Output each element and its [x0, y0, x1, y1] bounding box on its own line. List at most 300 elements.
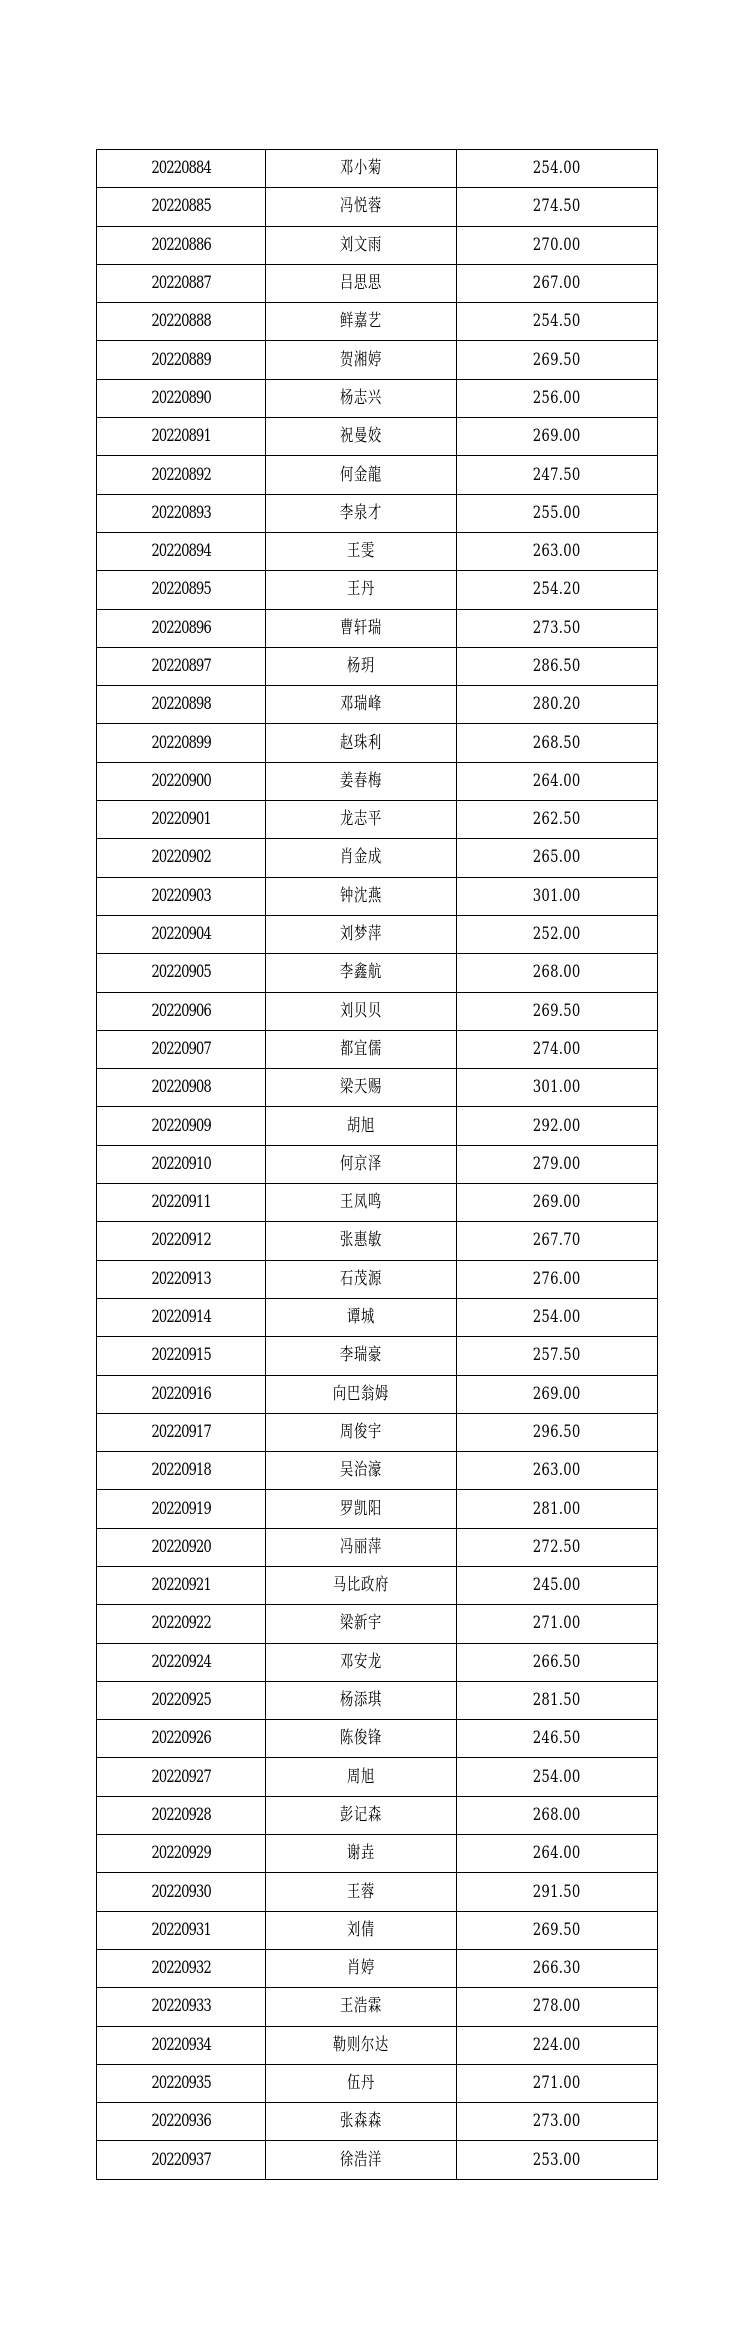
- student-id-cell: [97, 1375, 266, 1413]
- table-row: [97, 1835, 658, 1873]
- score-cell: [457, 1107, 658, 1145]
- score-cell-text: 254.00: [533, 1307, 581, 1328]
- name-cell-text: 张森森: [339, 2111, 383, 2132]
- score-cell-text: 273.00: [533, 2111, 581, 2132]
- student-id-cell-text: 20220936: [151, 2111, 211, 2132]
- student-id-cell: [97, 1528, 266, 1566]
- name-cell: [266, 532, 457, 570]
- score-cell: [457, 1566, 658, 1604]
- score-cell: [457, 1720, 658, 1758]
- score-cell: [457, 762, 658, 800]
- name-cell-text: 彭记森: [339, 1804, 383, 1825]
- student-id-cell-text: 20220903: [151, 885, 211, 906]
- name-cell-text: 都宜儒: [339, 1038, 383, 1059]
- table-row: [97, 341, 658, 379]
- student-id-cell-text: 20220886: [151, 234, 211, 255]
- name-cell: [266, 686, 457, 724]
- student-id-cell: [97, 609, 266, 647]
- name-cell-text: 罗凯阳: [339, 1498, 383, 1519]
- name-cell: [266, 724, 457, 762]
- score-cell: [457, 303, 658, 341]
- name-cell: [266, 954, 457, 992]
- name-cell-text: 谭城: [346, 1307, 376, 1328]
- score-cell-text: 279.00: [533, 1153, 581, 1174]
- score-cell: [457, 1413, 658, 1451]
- name-cell: [266, 1490, 457, 1528]
- student-id-cell-text: 20220928: [151, 1804, 211, 1825]
- student-id-cell: [97, 532, 266, 570]
- score-cell: [457, 2026, 658, 2064]
- score-cell-text: 266.30: [533, 1958, 581, 1979]
- name-cell-text: 李鑫航: [339, 962, 383, 983]
- name-cell: [266, 609, 457, 647]
- score-cell-text: 270.00: [533, 234, 581, 255]
- student-id-cell-text: 20220909: [151, 1115, 211, 1136]
- student-id-cell-text: 20220885: [151, 196, 211, 217]
- score-cell: [457, 494, 658, 532]
- student-id-cell-text: 20220890: [151, 387, 211, 408]
- name-cell-text: 吕思思: [339, 273, 383, 294]
- name-cell-text: 刘倩: [346, 1919, 376, 1940]
- name-cell: [266, 1337, 457, 1375]
- table-row: [97, 1873, 658, 1911]
- name-cell-text: 杨志兴: [339, 387, 383, 408]
- table-row: [97, 264, 658, 302]
- score-cell-text: 254.00: [533, 158, 581, 179]
- score-cell-text: 274.50: [533, 196, 581, 217]
- student-id-cell: [97, 1107, 266, 1145]
- score-cell: [457, 226, 658, 264]
- name-cell: [266, 1184, 457, 1222]
- score-cell-text: 273.50: [533, 617, 581, 638]
- name-cell-text: 王雯: [346, 541, 376, 562]
- student-id-cell-text: 20220933: [151, 1996, 211, 2017]
- name-cell: [266, 647, 457, 685]
- name-cell: [266, 992, 457, 1030]
- student-id-cell-text: 20220915: [151, 1345, 211, 1366]
- score-cell: [457, 954, 658, 992]
- table-row: [97, 992, 658, 1030]
- student-id-cell-text: 20220930: [151, 1881, 211, 1902]
- student-id-cell: [97, 2026, 266, 2064]
- student-id-cell: [97, 1337, 266, 1375]
- student-id-cell: [97, 686, 266, 724]
- name-cell-text: 梁天赐: [339, 1077, 383, 1098]
- student-id-cell-text: 20220902: [151, 847, 211, 868]
- score-cell: [457, 1145, 658, 1183]
- score-cell: [457, 609, 658, 647]
- name-cell-text: 王凤鸣: [339, 1192, 383, 1213]
- score-cell: [457, 915, 658, 953]
- name-cell-text: 谢垚: [346, 1843, 376, 1864]
- score-cell: [457, 1337, 658, 1375]
- table-row: [97, 1337, 658, 1375]
- table-row: [97, 188, 658, 226]
- student-id-cell-text: 20220920: [151, 1536, 211, 1557]
- table-row: [97, 762, 658, 800]
- student-id-cell: [97, 1298, 266, 1336]
- table-row: [97, 1949, 658, 1987]
- score-table: [96, 149, 658, 2180]
- score-cell-text: 267.70: [533, 1230, 581, 1251]
- student-id-cell-text: 20220893: [151, 502, 211, 523]
- table-row: [97, 1452, 658, 1490]
- score-cell-text: 267.00: [533, 273, 581, 294]
- student-id-cell: [97, 2064, 266, 2102]
- score-cell: [457, 1069, 658, 1107]
- student-id-cell: [97, 1413, 266, 1451]
- student-id-cell-text: 20220889: [151, 349, 211, 370]
- score-cell: [457, 341, 658, 379]
- name-cell: [266, 1452, 457, 1490]
- name-cell: [266, 1758, 457, 1796]
- student-id-cell-text: 20220932: [151, 1958, 211, 1979]
- student-id-cell: [97, 1069, 266, 1107]
- name-cell-text: 鲜嘉艺: [339, 311, 383, 332]
- score-cell-text: 280.20: [533, 694, 581, 715]
- table-row: [97, 839, 658, 877]
- table-row: [97, 724, 658, 762]
- student-id-cell: [97, 724, 266, 762]
- student-id-cell-text: 20220917: [151, 1421, 211, 1442]
- name-cell-text: 李瑞豪: [339, 1345, 383, 1366]
- student-id-cell-text: 20220905: [151, 962, 211, 983]
- name-cell-text: 徐浩洋: [339, 2149, 383, 2170]
- score-cell-text: 264.00: [533, 770, 581, 791]
- student-id-cell-text: 20220927: [151, 1766, 211, 1787]
- name-cell-text: 肖婷: [346, 1958, 376, 1979]
- score-cell-text: 286.50: [533, 656, 581, 676]
- name-cell: [266, 1030, 457, 1068]
- student-id-cell: [97, 379, 266, 417]
- score-cell: [457, 188, 658, 226]
- name-cell: [266, 877, 457, 915]
- name-cell: [266, 762, 457, 800]
- score-cell: [457, 1873, 658, 1911]
- name-cell: [266, 150, 457, 188]
- student-id-cell: [97, 188, 266, 226]
- student-id-cell: [97, 1988, 266, 2026]
- student-id-cell: [97, 1605, 266, 1643]
- name-cell-text: 邓小菊: [339, 158, 383, 179]
- score-cell: [457, 456, 658, 494]
- score-cell-text: 245.00: [533, 1575, 581, 1596]
- score-cell-text: 263.00: [533, 1460, 581, 1481]
- score-cell: [457, 1030, 658, 1068]
- name-cell: [266, 2141, 457, 2179]
- name-cell-text: 刘梦萍: [339, 924, 383, 945]
- name-cell: [266, 1528, 457, 1566]
- score-cell-text: 224.00: [533, 2034, 581, 2055]
- score-cell-text: 257.50: [533, 1345, 581, 1366]
- score-cell: [457, 839, 658, 877]
- score-cell-text: 301.00: [533, 885, 581, 906]
- name-cell: [266, 1413, 457, 1451]
- score-cell-text: 268.00: [533, 1804, 581, 1825]
- student-id-cell: [97, 1566, 266, 1604]
- score-cell-text: 254.50: [533, 311, 581, 332]
- name-cell: [266, 839, 457, 877]
- table-row: [97, 1490, 658, 1528]
- table-row: [97, 1988, 658, 2026]
- student-id-cell: [97, 1835, 266, 1873]
- score-cell-text: 246.50: [533, 1728, 581, 1749]
- table-row: [97, 1911, 658, 1949]
- student-id-cell: [97, 1796, 266, 1834]
- student-id-cell-text: 20220899: [151, 732, 211, 753]
- student-id-cell-text: 20220895: [151, 579, 211, 600]
- student-id-cell: [97, 226, 266, 264]
- student-id-cell-text: 20220922: [151, 1613, 211, 1634]
- student-id-cell: [97, 1681, 266, 1719]
- score-cell-text: 269.00: [533, 1192, 581, 1213]
- name-cell: [266, 1107, 457, 1145]
- student-id-cell-text: 20220912: [151, 1230, 211, 1251]
- score-cell-text: 276.00: [533, 1268, 581, 1289]
- student-id-cell-text: 20220897: [151, 656, 211, 676]
- score-cell-text: 262.50: [533, 809, 581, 830]
- name-cell-text: 伍丹: [346, 2072, 376, 2093]
- score-cell: [457, 1452, 658, 1490]
- name-cell-text: 周旭: [346, 1766, 376, 1787]
- score-cell: [457, 532, 658, 570]
- name-cell: [266, 1222, 457, 1260]
- name-cell-text: 周俊宇: [339, 1421, 383, 1442]
- score-cell-text: 278.00: [533, 1996, 581, 2017]
- student-id-cell-text: 20220921: [151, 1575, 211, 1596]
- student-id-cell: [97, 915, 266, 953]
- name-cell-text: 邓瑞峰: [339, 694, 383, 715]
- table-row: [97, 494, 658, 532]
- student-id-cell: [97, 1873, 266, 1911]
- name-cell-text: 曹轩瑞: [339, 617, 383, 638]
- score-cell: [457, 992, 658, 1030]
- student-id-cell-text: 20220919: [151, 1498, 211, 1519]
- table-row: [97, 1298, 658, 1336]
- student-id-cell: [97, 1145, 266, 1183]
- name-cell-text: 向巴翁姆: [332, 1383, 390, 1404]
- score-cell-text: 281.50: [533, 1690, 581, 1711]
- score-cell-text: 301.00: [533, 1077, 581, 1098]
- name-cell-text: 冯丽萍: [339, 1536, 383, 1557]
- table-row: [97, 915, 658, 953]
- student-id-cell: [97, 264, 266, 302]
- student-id-cell-text: 20220918: [151, 1460, 211, 1481]
- table-row: [97, 1145, 658, 1183]
- student-id-cell: [97, 1452, 266, 1490]
- score-cell-text: 269.50: [533, 1919, 581, 1940]
- score-cell-text: 255.00: [533, 502, 581, 523]
- name-cell: [266, 2103, 457, 2141]
- student-id-cell-text: 20220888: [151, 311, 211, 332]
- table-row: [97, 1107, 658, 1145]
- table-row: [97, 2026, 658, 2064]
- score-cell-text: 268.00: [533, 962, 581, 983]
- table-row: [97, 1643, 658, 1681]
- table-row: [97, 379, 658, 417]
- name-cell-text: 梁新宇: [339, 1613, 383, 1634]
- table-row: [97, 1758, 658, 1796]
- score-cell-text: 281.00: [533, 1498, 581, 1519]
- student-id-cell-text: 20220931: [151, 1919, 211, 1940]
- table-row: [97, 1528, 658, 1566]
- score-cell-text: 268.50: [533, 732, 581, 753]
- name-cell: [266, 2064, 457, 2102]
- student-id-cell: [97, 1260, 266, 1298]
- name-cell-text: 胡旭: [346, 1115, 376, 1136]
- student-id-cell: [97, 494, 266, 532]
- name-cell: [266, 1605, 457, 1643]
- table-row: [97, 1069, 658, 1107]
- table-row: [97, 303, 658, 341]
- score-cell: [457, 1605, 658, 1643]
- name-cell: [266, 1681, 457, 1719]
- score-cell: [457, 1988, 658, 2026]
- score-cell: [457, 1528, 658, 1566]
- name-cell-text: 刘贝贝: [339, 1000, 383, 1021]
- name-cell: [266, 1298, 457, 1336]
- name-cell: [266, 1911, 457, 1949]
- name-cell-text: 贺湘婷: [339, 349, 383, 370]
- student-id-cell-text: 20220896: [151, 617, 211, 638]
- name-cell-text: 何京泽: [339, 1153, 383, 1174]
- student-id-cell-text: 20220894: [151, 541, 211, 562]
- name-cell: [266, 1720, 457, 1758]
- score-cell: [457, 801, 658, 839]
- student-id-cell: [97, 418, 266, 456]
- name-cell: [266, 2026, 457, 2064]
- name-cell: [266, 1566, 457, 1604]
- name-cell-text: 杨添琪: [339, 1690, 383, 1711]
- student-id-cell: [97, 456, 266, 494]
- student-id-cell-text: 20220925: [151, 1690, 211, 1711]
- score-cell-text: 269.00: [533, 1383, 581, 1404]
- table-row: [97, 1681, 658, 1719]
- student-id-cell-text: 20220913: [151, 1268, 211, 1289]
- student-id-cell: [97, 2141, 266, 2179]
- name-cell: [266, 1260, 457, 1298]
- student-id-cell: [97, 1184, 266, 1222]
- table-row: [97, 2141, 658, 2179]
- score-cell: [457, 1835, 658, 1873]
- table-row: [97, 1375, 658, 1413]
- student-id-cell: [97, 571, 266, 609]
- score-cell-text: 254.00: [533, 1766, 581, 1787]
- name-cell-text: 祝曼姣: [339, 426, 383, 447]
- name-cell: [266, 1375, 457, 1413]
- score-cell-text: 292.00: [533, 1115, 581, 1136]
- score-cell-text: 269.50: [533, 1000, 581, 1021]
- score-cell: [457, 1949, 658, 1987]
- score-cell: [457, 647, 658, 685]
- name-cell: [266, 303, 457, 341]
- student-id-cell-text: 20220887: [151, 273, 211, 294]
- student-id-cell-text: 20220907: [151, 1038, 211, 1059]
- table-row: [97, 609, 658, 647]
- score-cell: [457, 2141, 658, 2179]
- student-id-cell: [97, 839, 266, 877]
- name-cell-text: 杨玥: [346, 656, 376, 676]
- table-row: [97, 456, 658, 494]
- name-cell: [266, 1796, 457, 1834]
- table-row: [97, 571, 658, 609]
- score-cell: [457, 571, 658, 609]
- name-cell-text: 钟沈燕: [339, 885, 383, 906]
- name-cell: [266, 801, 457, 839]
- student-id-cell: [97, 801, 266, 839]
- name-cell: [266, 379, 457, 417]
- student-id-cell-text: 20220924: [151, 1651, 211, 1672]
- name-cell-text: 石茂源: [339, 1268, 383, 1289]
- student-id-cell-text: 20220916: [151, 1383, 211, 1404]
- table-row: [97, 1222, 658, 1260]
- score-cell: [457, 150, 658, 188]
- student-id-cell: [97, 1490, 266, 1528]
- table-row: [97, 1184, 658, 1222]
- score-cell-text: 263.00: [533, 541, 581, 562]
- table-row: [97, 1030, 658, 1068]
- table-row: [97, 1796, 658, 1834]
- score-cell-text: 264.00: [533, 1843, 581, 1864]
- score-cell: [457, 1298, 658, 1336]
- student-id-cell-text: 20220900: [151, 770, 211, 791]
- name-cell-text: 王蓉: [346, 1881, 376, 1902]
- name-cell-text: 何金龍: [339, 464, 383, 485]
- student-id-cell: [97, 1030, 266, 1068]
- name-cell-text: 肖金成: [339, 847, 383, 868]
- name-cell: [266, 456, 457, 494]
- student-id-cell-text: 20220934: [151, 2034, 211, 2055]
- name-cell-text: 王丹: [346, 579, 376, 600]
- student-id-cell-text: 20220884: [151, 158, 211, 179]
- score-cell: [457, 686, 658, 724]
- name-cell: [266, 188, 457, 226]
- name-cell-text: 邓安龙: [339, 1651, 383, 1672]
- table-row: [97, 532, 658, 570]
- score-cell: [457, 1222, 658, 1260]
- student-id-cell-text: 20220937: [151, 2149, 211, 2170]
- table-row: [97, 877, 658, 915]
- name-cell-text: 张惠敏: [339, 1230, 383, 1251]
- score-cell-text: 265.00: [533, 847, 581, 868]
- student-id-cell: [97, 303, 266, 341]
- table-row: [97, 686, 658, 724]
- score-cell: [457, 2103, 658, 2141]
- table-row: [97, 1605, 658, 1643]
- score-cell: [457, 1681, 658, 1719]
- score-cell-text: 271.00: [533, 2072, 581, 2093]
- score-cell-text: 252.00: [533, 924, 581, 945]
- student-id-cell-text: 20220908: [151, 1077, 211, 1098]
- name-cell: [266, 1643, 457, 1681]
- name-cell: [266, 1069, 457, 1107]
- name-cell-text: 吴治濠: [339, 1460, 383, 1481]
- student-id-cell: [97, 1949, 266, 1987]
- name-cell-text: 李泉才: [339, 502, 383, 523]
- table-row: [97, 150, 658, 188]
- student-id-cell-text: 20220891: [151, 426, 211, 447]
- name-cell: [266, 1949, 457, 1987]
- score-cell: [457, 1643, 658, 1681]
- student-id-cell-text: 20220929: [151, 1843, 211, 1864]
- score-cell: [457, 379, 658, 417]
- name-cell: [266, 494, 457, 532]
- name-cell: [266, 1873, 457, 1911]
- student-id-cell-text: 20220910: [151, 1153, 211, 1174]
- table-row: [97, 647, 658, 685]
- score-cell: [457, 2064, 658, 2102]
- name-cell-text: 刘文雨: [339, 234, 383, 255]
